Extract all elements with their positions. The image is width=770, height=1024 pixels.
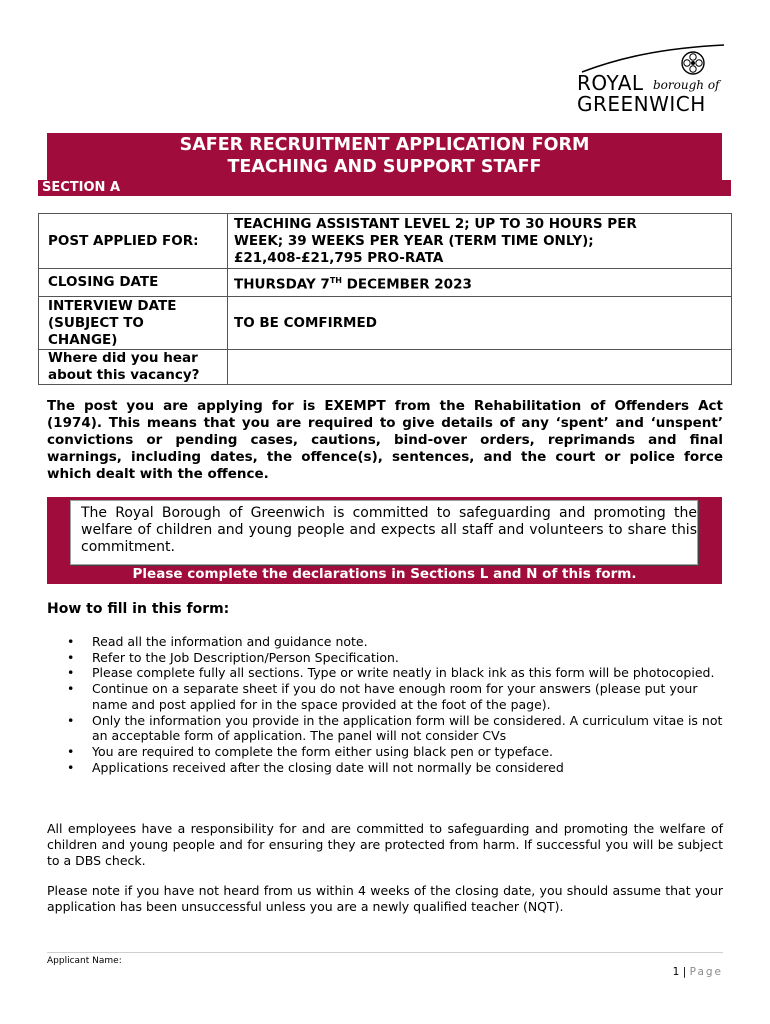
table-row	[39, 350, 732, 385]
applicant-name-label: Applicant Name:	[47, 956, 122, 966]
guidance-list	[47, 634, 723, 775]
logo-greenwich-text: GREENWICH	[577, 92, 706, 116]
page-number	[673, 966, 723, 978]
safeguarding-statement: The Royal Borough of Greenwich is committed to safeguarding and promoting the welfare of children and young people and expects all staff and volunteers to share this commitment.	[70, 500, 698, 565]
closing-date-sup: TH	[329, 275, 342, 285]
list-item	[47, 634, 723, 650]
bullet-icon: •	[67, 743, 75, 759]
logo-borough-text: borough of	[653, 78, 720, 92]
bullet-icon: •	[67, 649, 75, 665]
interview-label-line: INTERVIEW DATE	[48, 297, 177, 314]
vacancy-label-line: about this vacancy?	[48, 367, 200, 383]
list-item	[47, 665, 723, 681]
post-applied-value	[228, 214, 732, 269]
guidance-text: Refer to the Job Description/Person Specification.	[92, 649, 399, 665]
list-item	[47, 744, 723, 760]
vacancy-label-line: Where did you hear	[48, 350, 198, 366]
guidance-text: Applications received after the closing date will not normally be considered	[92, 759, 564, 775]
logo-royal-text: ROYAL	[577, 71, 644, 95]
crest-icon	[680, 50, 706, 76]
interview-date-value: TO BE COMFIRMED	[228, 297, 732, 350]
guidance-text: You are required to complete the form either using black pen or typeface.	[92, 743, 554, 759]
list-item	[47, 681, 723, 712]
interview-label-line: (SUBJECT TO	[48, 314, 144, 331]
post-details-table	[38, 213, 732, 385]
list-item	[47, 650, 723, 666]
closing-date-post: DECEMBER 2023	[341, 276, 472, 293]
response-time-paragraph: Please note if you have not heard from us within 4 weeks of the closing date, you should assume that your application has been unsuccessful unless you are a newly qualified teacher (NQT).	[47, 883, 723, 914]
section-a-label: SECTION A	[42, 180, 121, 195]
footer-divider	[47, 952, 723, 953]
bullet-icon: •	[67, 759, 75, 775]
bullet-icon: •	[67, 634, 75, 649]
vacancy-source-label	[39, 350, 228, 385]
howto-heading: How to fill in this form:	[47, 601, 230, 617]
post-value-line: WEEK; 39 WEEKS PER YEAR (TERM TIME ONLY);	[234, 232, 594, 249]
rehabilitation-exempt-notice: The post you are applying for is EXEMPT from the Rehabilitation of Offenders Act (1974). This means that you are required to give details of any ‘spent’ and ‘unspent’ convictions or pending cases, cautions, bind-over orders, reprimands and final warnings, including dates, the offence(s), sentences, and the court or police force which dealt with the offence.	[47, 398, 723, 482]
royal-greenwich-logo	[574, 42, 726, 114]
list-item	[47, 760, 723, 776]
section-a-header	[38, 180, 731, 196]
bullet-icon: •	[67, 665, 75, 681]
post-applied-label: POST APPLIED FOR:	[39, 214, 228, 269]
interview-label-line: CHANGE)	[48, 331, 118, 348]
page-word: Page	[689, 966, 723, 978]
guidance-text: Continue on a separate sheet if you do not have enough room for your answers (please put your name and post applied for in the space provided at the foot of the page).	[92, 681, 698, 712]
page-number-value: 1	[672, 966, 680, 978]
closing-date-pre: THURSDAY 7	[234, 276, 330, 293]
form-title-line-1: SAFER RECRUITMENT APPLICATION FORM	[179, 135, 590, 155]
guidance-text: Read all the information and guidance note.	[92, 634, 368, 649]
form-title-line-2: TEACHING AND SUPPORT STAFF	[227, 157, 542, 177]
table-row	[39, 214, 732, 269]
closing-date-label: CLOSING DATE	[39, 269, 228, 297]
post-value-line: TEACHING ASSISTANT LEVEL 2; UP TO 30 HOURS PER	[234, 215, 637, 232]
bullet-icon: •	[67, 712, 75, 728]
list-item	[47, 713, 723, 744]
vacancy-source-field[interactable]	[228, 350, 732, 385]
page-number-separator: |	[682, 966, 687, 978]
responsibility-paragraph: All employees have a responsibility for and are committed to safeguarding and promoting the welfare of children and young people and for ensuring they are protected from harm. If successful you will be subject to a DBS check.	[47, 821, 723, 868]
table-row	[39, 297, 732, 350]
interview-date-label	[39, 297, 228, 350]
guidance-text: Only the information you provide in the application form will be considered. A curriculum vitae is not an acceptable form of application. The panel will not consider CVs	[92, 712, 723, 744]
bullet-icon: •	[67, 681, 75, 697]
guidance-text: Please complete fully all sections. Type or write neatly in black ink as this form will be photocopied.	[92, 665, 715, 681]
closing-date-value	[228, 269, 732, 297]
form-title-banner	[47, 133, 722, 180]
post-value-line: £21,408-£21,795 PRO-RATA	[234, 249, 444, 266]
declarations-note: Please complete the declarations in Sections L and N of this form.	[132, 566, 637, 582]
table-row	[39, 269, 732, 297]
